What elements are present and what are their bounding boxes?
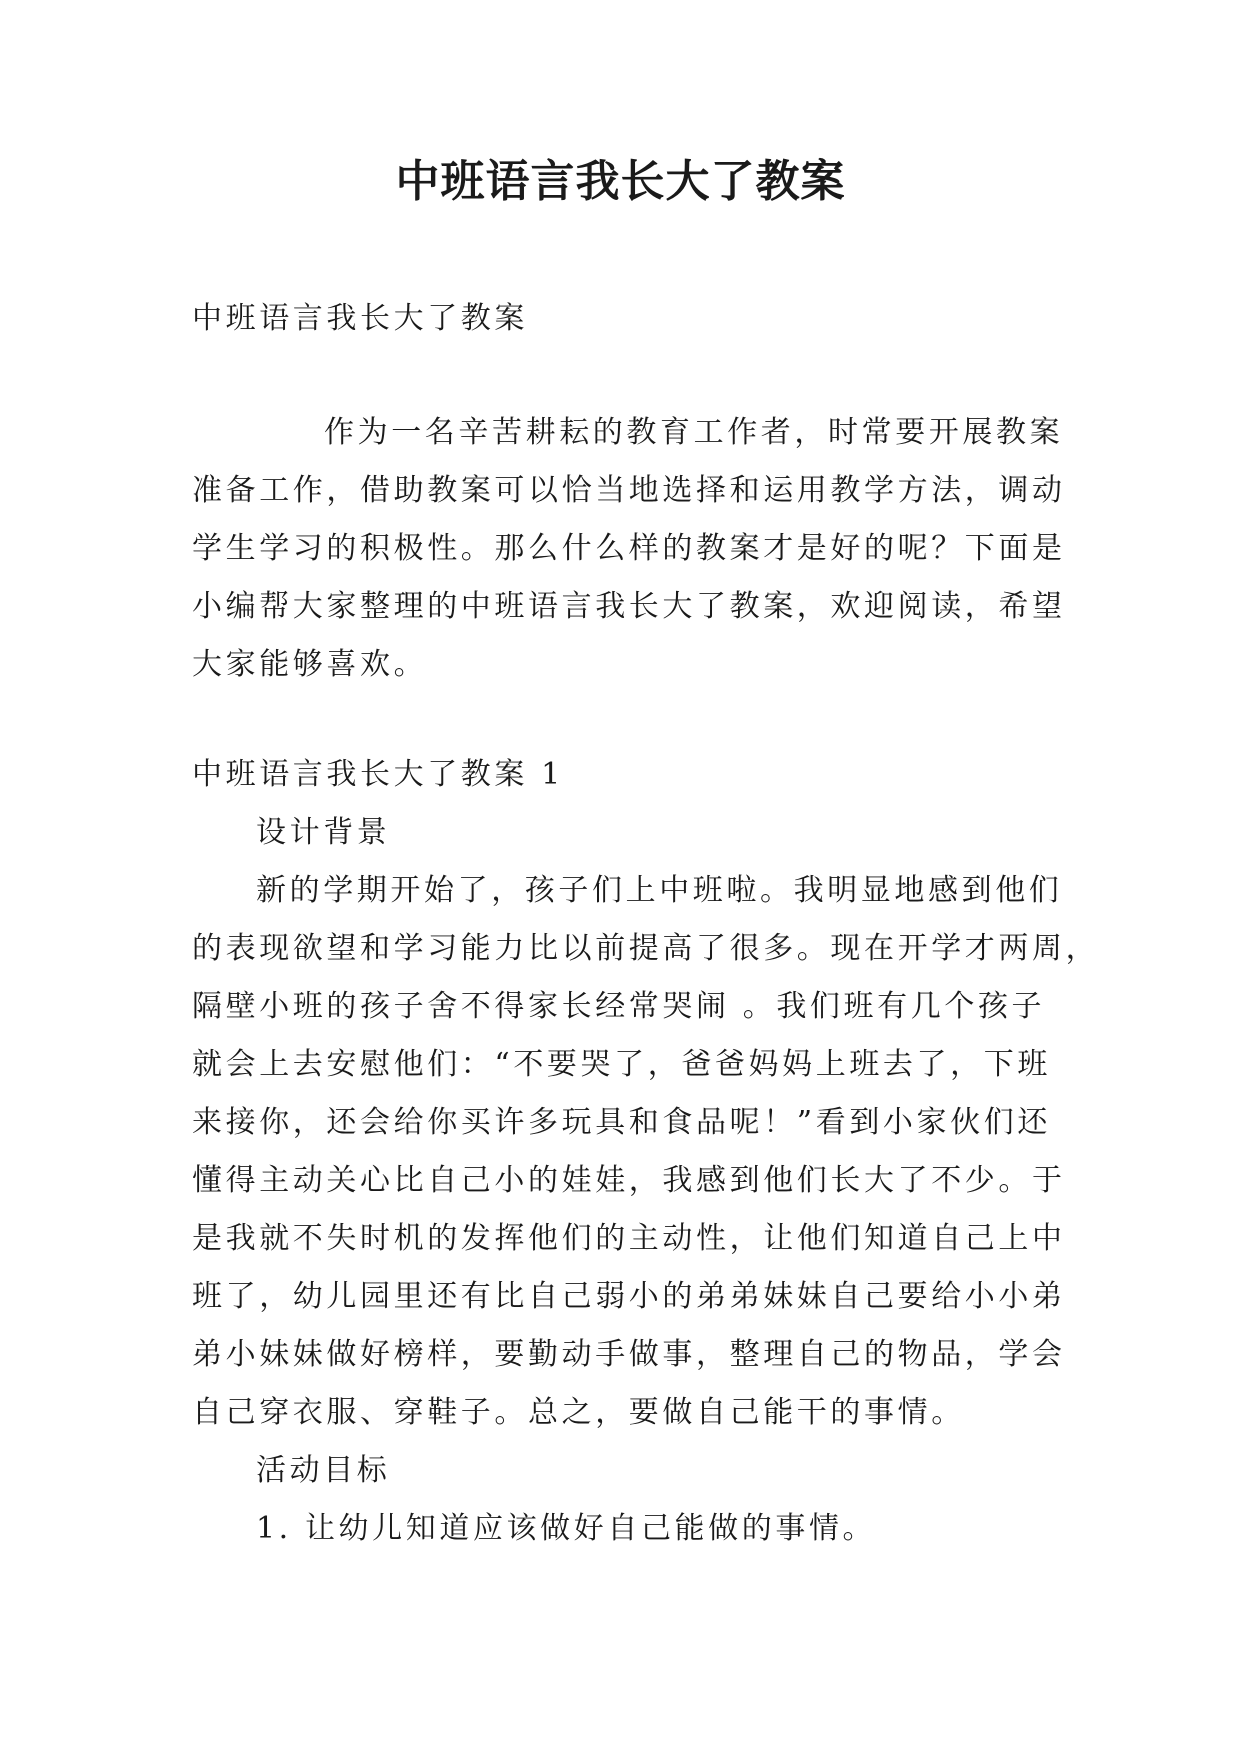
activity-goal-heading: 活动目标	[256, 1453, 391, 1488]
design-background-line: 就会上去安慰他们：“不要哭了，爸爸妈妈上班去了，下班	[192, 1047, 1051, 1082]
design-background-line: 懂得主动关心比自己小的娃娃，我感到他们长大了不少。于	[192, 1163, 1066, 1198]
intro-line: 大家能够喜欢。	[192, 647, 428, 682]
design-background-line: 是我就不失时机的发挥他们的主动性，让他们知道自己上中	[192, 1221, 1066, 1256]
section-heading: 中班语言我长大了教案 1	[192, 757, 564, 792]
design-background-line: 弟小妹妹做好榜样，要勤动手做事，整理自己的物品，学会	[192, 1337, 1066, 1372]
design-background-line: 新的学期开始了，孩子们上中班啦。我明显地感到他们	[256, 873, 1063, 908]
section-1	[192, 746, 1100, 1558]
intro-line: 准备工作，借助教案可以恰当地选择和运用教学方法，调动	[192, 473, 1066, 508]
intro-line: 作为一名辛苦耕耘的教育工作者，时常要开展教案	[324, 415, 1064, 450]
design-background-line: 自己穿衣服、穿鞋子。总之，要做自己能干的事情。	[192, 1395, 965, 1430]
document-subtitle: 中班语言我长大了教案	[192, 301, 528, 336]
goal-item-1: 1. 让幼儿知道应该做好自己能做的事情。	[256, 1511, 877, 1546]
design-background-line: 隔壁小班的孩子舍不得家长经常哭闹 。我们班有几个孩子	[192, 989, 1046, 1024]
design-background-line: 班了，幼儿园里还有比自己弱小的弟弟妹妹自己要给小小弟	[192, 1279, 1066, 1314]
intro-paragraph	[192, 404, 1066, 694]
design-background-line: 来接你，还会给你买许多玩具和食品呢！”看到小家伙们还	[192, 1105, 1051, 1140]
intro-line: 学生学习的积极性。那么什么样的教案才是好的呢？下面是	[192, 531, 1066, 566]
design-background-heading: 设计背景	[256, 815, 391, 850]
document-title: 中班语言我长大了教案	[395, 156, 846, 207]
intro-line: 小编帮大家整理的中班语言我长大了教案，欢迎阅读，希望	[192, 589, 1066, 624]
design-background-line: 的表现欲望和学习能力比以前提高了很多。现在开学才两周，	[192, 931, 1100, 966]
